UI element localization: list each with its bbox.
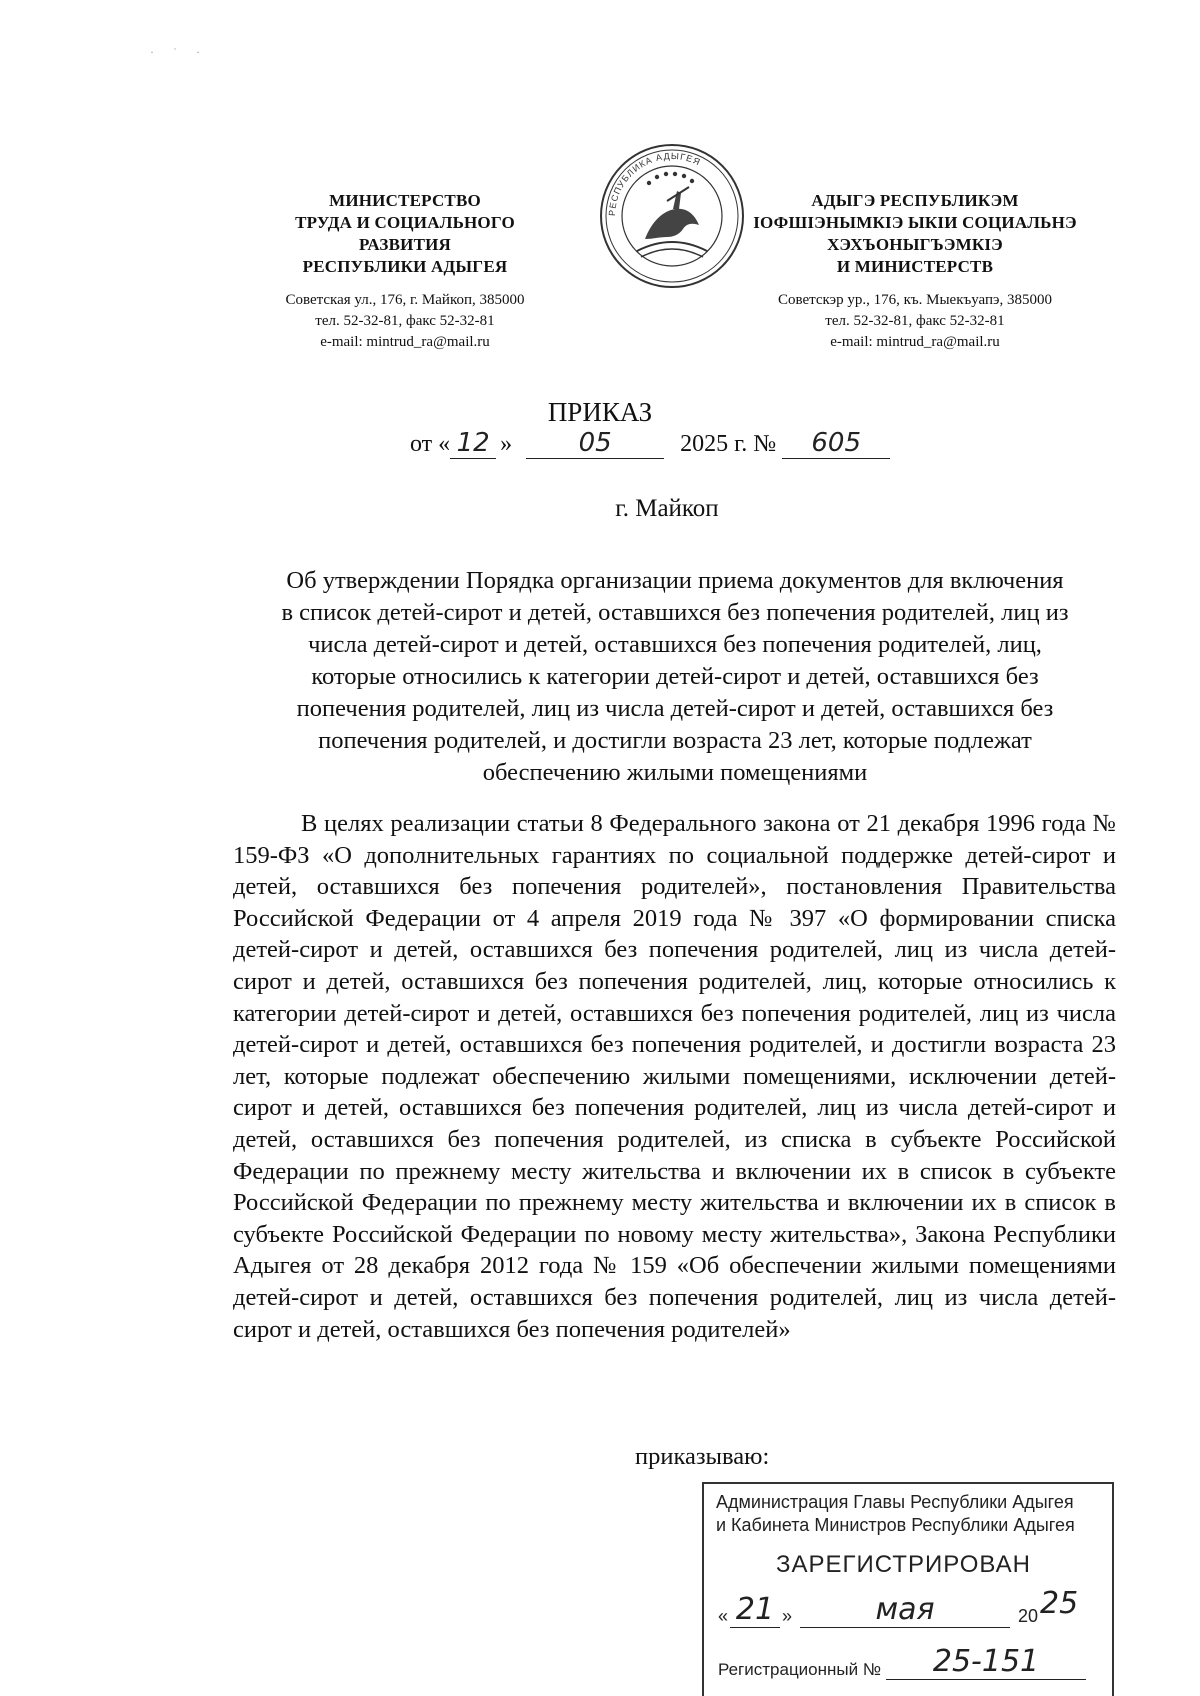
stamp-open-quote: « (718, 1606, 729, 1626)
stamp-reg-label: Регистрационный № (718, 1660, 882, 1679)
right-letterhead-line: ХЭХЪОНЫГЪЭМКIЭ (827, 235, 1003, 254)
order-month: 05 (526, 428, 664, 459)
stamp-line1: Администрация Главы Республики Адыгея (716, 1492, 1074, 1512)
order-day: 12 (450, 428, 496, 459)
body-paragraph: В целях реализации статьи 8 Федерального закона от 21 декабря 1996 года № 159-ФЗ «О дополнительных гарантиях по социальной поддержке детей-сирот и детей, оставшихся без попечения родителей», постановления Правительства Российской Федерации от 4 апреля 2019 года № 397 «О формировании списка детей-сирот и детей, оставшихся без попечения родителей, лиц из числа детей-сирот и детей, оставшихся без попечения родителей, лиц, которые относились к категории детей-сирот и детей, оставшихся без попечения родителей, лиц из числа детей-сирот и детей, оставшихся без попечения родителей, и достигли возраста 23 лет, которые подлежат обеспечению жилыми помещениями, исключении детей-сирот и детей, оставшихся без попечения родителей, лиц из числа детей-сирот и детей, оставшихся без попечения родителей, из списка в субъекте Российской Федерации по прежнему месту жительства и включении их в список в субъекте Российской Федерации по прежнему месту жительства и включении их в список в субъекте Российской Федерации по новому месту жительства», Закона Республики Адыгея от 28 декабря 2012 года № 159 «Об обеспечении жилыми помещениями детей-сирот и детей, оставшихся без попечения родителей, лиц из числа детей-сирот и детей, оставшихся без попечения родителей» (233, 810, 1116, 1343)
left-email: e-mail: mintrud_ra@mail.ru (320, 334, 490, 350)
right-address: Советскэр ур., 176, къ. Мыекъуапэ, 385000 (778, 292, 1052, 308)
right-phone: тел. 52-32-81, факс 52-32-81 (825, 313, 1005, 329)
left-letterhead-line: МИНИСТЕРСТВО (329, 191, 481, 210)
right-email: e-mail: mintrud_ra@mail.ru (830, 334, 1000, 350)
emblem-inscription: РЕСПУБЛИКА АДЫГЕЯ (606, 150, 703, 217)
document-heading: ПРИКАЗ (547, 397, 653, 427)
stamp-year-suffix: 25 (1040, 1586, 1079, 1621)
title-line: в список детей-сирот и детей, оставшихся без попечения родителей, лиц из (281, 599, 1069, 626)
right-letterhead (730, 190, 1100, 353)
right-letterhead-line: АДЫГЭ РЕСПУБЛИКЭМ (811, 191, 1019, 210)
stamp-year-prefix: 20 (1018, 1606, 1039, 1626)
title-line: попечения родителей, и достигли возраста 23 лет, которые подлежат (318, 727, 1032, 754)
stamp-registered: ЗАРЕГИСТРИРОВАН (776, 1551, 1031, 1578)
right-letterhead-line: И МИНИСТЕРСТВ (836, 257, 994, 276)
order-year-text: 2025 г. № (680, 431, 777, 457)
svg-text:РЕСПУБЛИКА АДЫГЕЯ (607, 151, 703, 216)
title-line: числа детей-сирот и детей, оставшихся без попечения родителей, лиц, (308, 631, 1042, 658)
date-day-close: » (500, 431, 513, 457)
left-letterhead (240, 190, 570, 353)
stamp-close-quote: » (782, 1606, 793, 1626)
document-body (233, 808, 1116, 1345)
left-letterhead-line: ТРУДА И СОЦИАЛЬНОГО (295, 213, 515, 232)
stamp-reg-number: 25-151 (886, 1644, 1086, 1680)
date-prefix: от « (410, 431, 451, 457)
left-address: Советская ул., 176, г. Майкоп, 385000 (285, 292, 525, 308)
left-letterhead-line: РЕСПУБЛИКИ АДЫГЕЯ (302, 257, 508, 276)
left-phone: тел. 52-32-81, факс 52-32-81 (315, 313, 495, 329)
order-word: приказываю: (635, 1443, 770, 1470)
city: г. Майкоп (615, 495, 719, 522)
scan-specks: · ˙ · (150, 45, 208, 59)
right-letterhead-line: IОФШIЭНЫМКIЭ ЫКIИ СОЦИАЛЬНЭ (753, 213, 1077, 232)
stamp-line2: и Кабинета Министров Республики Адыгея (716, 1515, 1075, 1535)
registration-stamp (702, 1482, 1114, 1696)
order-date-line (410, 428, 890, 462)
stamp-day: 21 (730, 1592, 780, 1628)
title-line: попечения родителей, лиц из числа детей-сирот и детей, оставшихся без (296, 695, 1054, 722)
stamp-date-row (718, 1586, 1098, 1632)
stamp-month: мая (800, 1592, 1010, 1628)
stamp-reg-row (718, 1644, 1098, 1684)
document-title (235, 565, 1115, 789)
title-line: Об утверждении Порядка организации приема документов для включения (286, 567, 1064, 594)
left-letterhead-line: РАЗВИТИЯ (358, 235, 452, 254)
emblem-icon (597, 141, 747, 291)
title-line: которые относились к категории детей-сирот и детей, оставшихся без (311, 663, 1039, 690)
title-line: обеспечению жилыми помещениями (482, 759, 868, 786)
order-number: 605 (782, 428, 890, 459)
